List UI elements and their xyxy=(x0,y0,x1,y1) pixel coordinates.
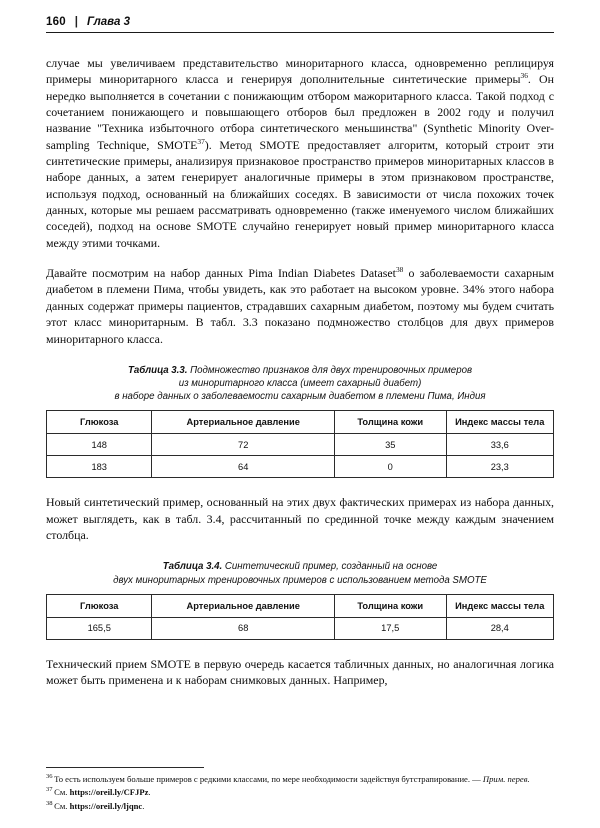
table-3-3 xyxy=(46,410,554,478)
cell-bmi: 33,6 xyxy=(446,434,554,456)
paragraph-pima-dataset xyxy=(46,265,554,347)
cell-blood-pressure: 72 xyxy=(152,434,335,456)
table-3-4 xyxy=(46,594,554,640)
footnote-38-link[interactable]: https://oreil.ly/ljqnc xyxy=(69,800,143,811)
paragraph-synthetic-example: Новый синтетический пример, основанный на этих двух фактических примерах из набора данных, может выглядеть, как в табл. 3.4, рассчитанный по срединной точке между каждым значением столбца. xyxy=(46,495,554,543)
cell-skin-thickness: 17,5 xyxy=(334,617,446,639)
table-3-4-caption-rest: Синтетический пример, созданный на основе xyxy=(222,561,438,573)
table-3-3-caption-line-2: из миноритарного класса (имеет сахарный диабет) xyxy=(178,378,422,390)
cell-bmi: 28,4 xyxy=(446,617,554,639)
table-3-4-caption-line-1 xyxy=(46,560,554,573)
footnote-36-attribution: Прим. перев. xyxy=(482,773,530,784)
paragraph-text-part: ). Метод SMOTE предоставляет алгоритм, который строит эти синтетические примеры, анализируя признаковое пространство примеров миноритарных классов в наборе данных, а затем генерирует аналогичные примеры в этом признаковом пространстве, используя подход, основанный на ближайших соседях. В зависимости от числа похожих точек данных, которые мы решаем рассматривать одновременно (также именуемого числом ближайших соседей), подход на основе SMOTE случайно генерирует новый пример миноритарного класса между этими точками. xyxy=(46,137,554,250)
cell-skin-thickness: 0 xyxy=(334,456,446,478)
page-number: 160 xyxy=(46,16,66,28)
table-3-3-caption-line-1 xyxy=(46,364,554,377)
table-header-row xyxy=(47,594,554,617)
table-3-3-caption-line-3: в наборе данных о заболеваемости сахарным диабетом в племени Пима, Индия xyxy=(114,391,486,403)
footnote-ref-38: 38 xyxy=(395,265,404,275)
paragraph-text-part: о заболеваемости сахарным диабетом в племени Пима, чтобы увидеть, как это работает на высоком уровне. 34% этого набора данных содержат примеры пациентов, страдавших сахарным диабетом, поэтому мы будем считать этот класс миноритарным. В табл. 3.3 показано подмножество столбцов для двух примеров миноритарного класса. xyxy=(46,266,554,346)
footnote-38 xyxy=(46,801,554,813)
cell-blood-pressure: 68 xyxy=(152,617,335,639)
footnote-ref-37: 37 xyxy=(197,136,205,146)
paragraph-smote-tabular: Технический прием SMOTE в первую очередь касается табличных данных, но аналогичная логика может быть применена и к наборам снимковых данных. Например, xyxy=(46,656,554,688)
cell-blood-pressure: 64 xyxy=(152,456,335,478)
footnote-36-text: То есть используем больше примеров с редкими классами, по мере необходимости задействуя бутстрапирование. — xyxy=(54,773,483,784)
running-head xyxy=(46,16,554,33)
table-3-4-label: Таблица 3.4. xyxy=(162,561,223,573)
cell-skin-thickness: 35 xyxy=(334,434,446,456)
paragraph-text-part: . Он нередко выполняется в сочетании с понижающим отбором мажоритарного класса. Такой подход с сочетанием понижающего и повышающего отборов был предложен в 2002 году и получил название "Техника избыточного отбора синтетического меньшинства" (Synthetic Minority Over-sampling Technique, SMOTE xyxy=(46,72,554,152)
footnote-38-tail: . xyxy=(142,800,145,811)
column-header-skin-thickness: Толщина кожи xyxy=(334,411,446,434)
table-row xyxy=(47,617,554,639)
footnote-ref-36: 36 xyxy=(520,71,528,81)
cell-glucose: 165,5 xyxy=(47,617,152,639)
footnote-37-tail: . xyxy=(148,787,151,798)
running-head-separator: | xyxy=(74,16,79,28)
cell-glucose: 183 xyxy=(47,456,152,478)
footnote-37-text: См. xyxy=(54,787,70,798)
chapter-title: Глава 3 xyxy=(87,16,130,28)
table-3-3-caption-rest: Подмножество признаков для двух тренировочных примеров xyxy=(187,364,473,376)
table-3-4-caption-line-2: двух миноритарных тренировочных примеров с использованием метода SMOTE xyxy=(113,574,487,586)
column-header-blood-pressure: Артериальное давление xyxy=(152,594,335,617)
cell-bmi: 23,3 xyxy=(446,456,554,478)
footnote-37 xyxy=(46,787,554,799)
table-3-3-label: Таблица 3.3. xyxy=(127,364,188,376)
table-header-row xyxy=(47,411,554,434)
footnote-36 xyxy=(46,774,554,786)
column-header-bmi: Индекс массы тела xyxy=(446,411,554,434)
paragraph-text-part: Давайте посмотрим на набор данных Pima Indian Diabetes Dataset xyxy=(46,266,396,281)
table-3-4-caption xyxy=(46,560,554,586)
column-header-bmi: Индекс массы тела xyxy=(446,594,554,617)
paragraph-smote-intro xyxy=(46,55,554,251)
footnote-separator-rule xyxy=(46,767,204,768)
paragraph-text-part: случае мы увеличиваем представительство миноритарного класса, одновременно реплицируя примеры миноритарного класса и генерируя дополнительные синтетические примеры xyxy=(46,56,554,87)
footnote-38-text: См. xyxy=(54,800,70,811)
column-header-glucose: Глюкоза xyxy=(47,411,152,434)
footnote-37-marker: 37 xyxy=(46,786,53,794)
column-header-glucose: Глюкоза xyxy=(47,594,152,617)
table-row xyxy=(47,456,554,478)
footnote-36-marker: 36 xyxy=(46,772,53,780)
footnotes-section xyxy=(46,767,554,814)
table-3-3-caption xyxy=(46,364,554,404)
footnote-38-marker: 38 xyxy=(46,799,53,807)
cell-glucose: 148 xyxy=(47,434,152,456)
column-header-skin-thickness: Толщина кожи xyxy=(334,594,446,617)
footnote-37-link[interactable]: https://oreil.ly/CFJPz xyxy=(69,787,149,798)
table-row xyxy=(47,434,554,456)
column-header-blood-pressure: Артериальное давление xyxy=(152,411,335,434)
